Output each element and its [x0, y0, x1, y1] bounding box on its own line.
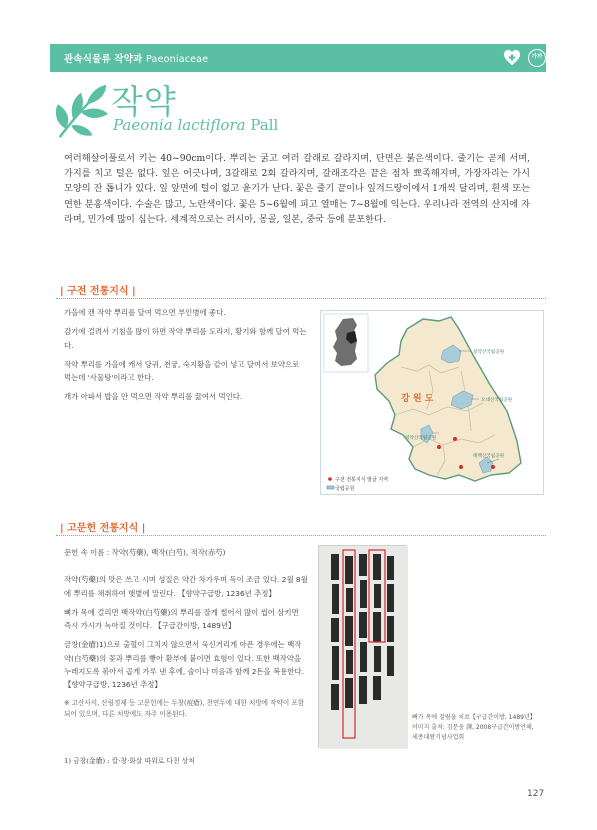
season-badge: 가까 — [528, 49, 546, 67]
park-label-seoraksan: 설악산국립공원 — [473, 350, 505, 355]
traditional-paragraph: 감기에 걸려서 기침을 많이 하면 작약 뿌리를 도라지, 황기와 함께 달여 먹는다. — [64, 327, 307, 350]
historical-text-image — [318, 545, 407, 748]
footnote: 1) 금창(金瘡) : 칼·창·화살 따위로 다친 상처 — [64, 757, 195, 765]
literature-knowledge-text — [64, 546, 308, 726]
literature-note: ※ 고산사서, 산림경제 등 고문헌에는 두창(痘瘡), 천연두에 대한 처방에 작약이 포함되어 있으며, 다른 처방에도 자주 이용된다. — [64, 698, 305, 718]
section-heading-traditional: | 구전 전통지식 | — [60, 286, 136, 297]
literature-names: 문헌 속 이름 : 작약(芍藥), 백작(白芍), 적작(赤芍) — [64, 548, 226, 557]
knowledge-point — [437, 445, 441, 449]
traditional-knowledge-text — [64, 306, 308, 410]
knowledge-point — [459, 465, 463, 469]
latin-binomial: Paeonia lactiflora — [113, 116, 246, 134]
image-caption — [412, 713, 548, 743]
gangwon-map — [320, 310, 544, 495]
park-label-taebaeksan: 태백산국립공원 — [473, 454, 505, 459]
scientific-name — [113, 116, 278, 134]
region-label: 강 원 도 — [401, 394, 434, 404]
korea-inset-map — [324, 314, 368, 372]
species-description: 여러해살이풀로서 키는 40~90cm이다. 뿌리는 굵고 여러 갈래로 갈라지며, 단면은 붉은색이다. 줄기는 곧게 서며, 가지를 치고 털은 없다. 잎은 어긋나며, 3갈래로 2회 갈라지며, 갈래조각은 끝은 점차 뾰족해지며, 가장자리는 가시 모양의 잔 톱니가 있다. 잎 앞면에 털이 없고 윤기가 난다. 꽃은 줄기 끝이나 잎겨드랑이에서 1개씩 달리며, 흰색 또는 연한 분홍색이다. 수술은 많고, 노란색이다. 꽃은 5~6월에 피고 열매는 7~8월에 익는다. 우리나라 전역의 산지에 자라며, 민가에 많이 심는다. 세계적으로는 러시아, 몽골, 일본, 중국 등에 분포한다. — [64, 153, 530, 225]
category-ko: 관속식물류 작약과 — [64, 54, 143, 65]
section-divider — [56, 298, 546, 299]
knowledge-point — [453, 437, 457, 441]
traditional-paragraph: 개가 아파서 밥을 안 먹으면 작약 뿌리를 끓여서 먹인다. — [64, 392, 243, 402]
park-label-chiaksan: 치악산국립공원 — [405, 436, 437, 441]
category-latin: Paeoniaceae — [146, 54, 209, 65]
page-title: 작약 — [111, 82, 177, 121]
category-header — [64, 51, 208, 65]
page-number: 127 — [527, 789, 545, 799]
literature-paragraph: 작약(芍藥)의 맛은 쓰고 시며 성질은 약간 차가우며 독이 조금 있다. 2월 8월에 뿌리를 채취하여 햇볕에 말린다. 【향약구급방, 1236년 추정】 — [64, 575, 308, 598]
legend-point-label: 구전 전통지식 발굴 지역 — [335, 477, 389, 483]
knowledge-point — [491, 465, 495, 469]
section-divider — [56, 535, 546, 536]
heart-plus-icon — [503, 49, 521, 67]
traditional-paragraph: 작약 뿌리를 가을에 캐서 당귀, 천궁, 숙지황을 같이 넣고 달여서 보약으로 먹는데 '사물탕'이라고 한다. — [64, 359, 300, 383]
literature-paragraph: 금창(金瘡)1)으로 출혈이 그치지 않으면서 욱신거리게 아픈 경우에는 백작약(白芍藥)의 꽃과 뿌리를 빻아 환부에 붙이면 효험이 있다. 또한 백작약을 누레지도록 볶아서 곱게 가루 낸 후에, 술이나 미음과 함께 2돈을 복용한다. 【향약구급방, 1236년 추정】 — [64, 640, 304, 690]
legend-point-marker — [328, 477, 332, 481]
leaf-logo-icon — [52, 83, 110, 141]
section-heading-literature: | 고문헌 전통지식 | — [60, 523, 146, 534]
legend-park-label: 국립공원 — [335, 486, 355, 492]
traditional-paragraph: 가을에 캔 작약 뿌리를 달여 먹으면 부인병에 좋다. — [64, 308, 226, 317]
caption-line: 이미지 출처: 김문웅 譯, 2008구급간이방언해, — [412, 724, 534, 731]
latin-author: Pall — [250, 116, 279, 134]
caption-line: 세종대왕기념사업회 — [412, 734, 465, 741]
caption-line: 뼈가 목에 걸림을 치료【구급간이방, 1489년】 — [412, 714, 536, 721]
park-label-odaesan: 오대산국립공원 — [481, 398, 513, 403]
literature-paragraph: 뼈가 목에 걸리면 백작약(白芍藥)의 뿌리를 잘게 썰어서 많이 씹어 삼키면 즉시 가시가 녹아질 것이다. 【구급간이방, 1489년】 — [64, 607, 299, 631]
legend-park-marker — [327, 486, 334, 489]
